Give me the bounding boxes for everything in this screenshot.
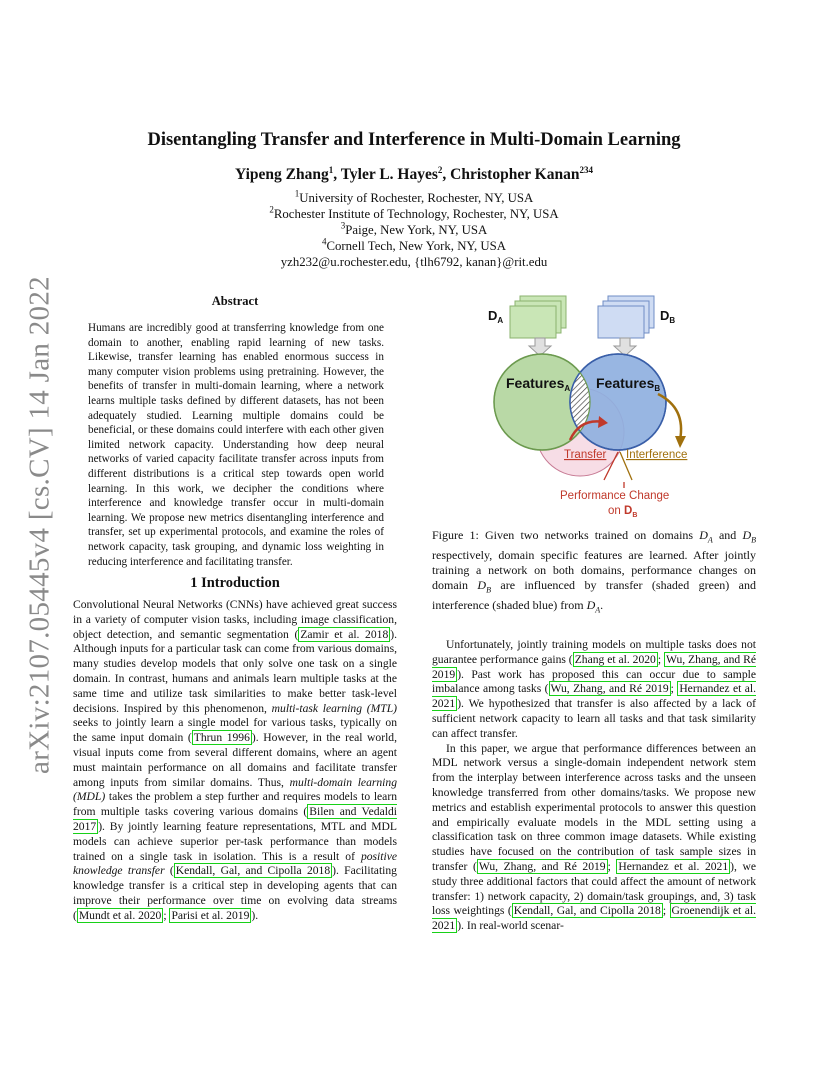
abstract-body (88, 321, 384, 569)
label-features-a: Features$_A$ (506, 375, 571, 393)
label-domain-b: $D_B$ (660, 308, 676, 325)
label-domain-a: $D_A$ (488, 308, 504, 325)
citation-link[interactable]: Parisi et al. 2019 (171, 908, 250, 922)
citation-link[interactable]: Zamir et al. 2018 (300, 627, 389, 641)
label-transfer: Transfer (564, 449, 607, 461)
citation-link[interactable]: Hernandez et al. 2021 (432, 682, 756, 711)
author-name: Tyler L. Hayes (340, 166, 438, 183)
italic-term: multi-task learning (MTL) (271, 701, 397, 715)
author-emails: yzh232@u.rochester.edu, {tlh6792, kanan}@rit.edu (280, 255, 548, 269)
label-interference: Interference (626, 449, 688, 461)
label-performance-change: Performance Change (560, 490, 670, 502)
figure-1 (480, 290, 720, 520)
arxiv-sidebar (20, 276, 60, 774)
abstract-heading: Abstract (211, 294, 259, 308)
affiliation-3: $^3$Paige, New York, NY, USA (340, 220, 488, 237)
domain-a-stack (510, 296, 566, 338)
citation-link[interactable]: Mundt et al. 2020 (78, 908, 162, 922)
author-name: Yipeng Zhang (235, 166, 329, 183)
author-name: Christopher Kanan (450, 166, 580, 183)
citation-link[interactable]: Groenendijk et al. 2021 (432, 904, 756, 933)
author-list: Yipeng Zhang$^1$, Tyler L. Hayes$^2$, Christopher Kanan$^{234}$ (235, 164, 593, 183)
figure-caption-text: Figure 1: Given two networks trained on domains $D_A$ and $D_B$ respectively, domain specific features are learned. After jointly training a network on both domains, performance changes on domain $D_B$ are influenced by transfer (shaded green) and interference (shaded blue) from $D_A$. (432, 528, 757, 614)
label-features-b: Features$_B$ (596, 375, 661, 393)
italic-term: multi-domain learning (MDL) (73, 775, 397, 804)
label-on-db: on $D_B$ (608, 505, 638, 519)
affiliation-1: $^1$University of Rochester, Rochester, NY, USA (294, 188, 534, 205)
citation-link[interactable]: Wu, Zhang, and Ré 2019 (432, 652, 756, 681)
domain-b-stack (598, 296, 654, 338)
section-heading-introduction: 1 Introduction (190, 575, 280, 591)
right-column-body (432, 638, 756, 934)
affiliation-2: $^2$Rochester Institute of Technology, Rochester, NY, USA (269, 204, 559, 221)
citation-link[interactable]: Wu, Zhang, and Ré 2019 (478, 859, 606, 873)
introduction-paragraph: Convolutional Neural Networks (CNNs) have achieved great success in a variety of computer vision tasks, including image classification, object detection, and semantic segmentation ( Zamir et al. 2018 ). Although inputs for a particular task can come from various domains, many studies develop models that only solve one task on a single domain. In contrast, humans and animals learn multiple tasks at the same time and utilize task similarities to make better task-level decisions. Inspired by this phenomenon, multi-task learning (MTL) seeks to jointly learn a single model for various tasks, typically on the same input domain ( Thrun 1996 ). However, in the real world, visual inputs come from several different domains, where an agent must maintain performance on all domains and facilitate transfer among inputs from similar domains. Thus, multi-domain learning (MDL) takes the problem a step further and requires models to learn from multiple tasks covering various domains ( Bilen and Vedaldi 2017 ). By jointly learning feature representations, MTL and MDL models can achieve superior per-task performance than models trained on a single task in isolation. This is a result of positive knowledge transfer ( Kendall, Gal, and Cipolla 2018 ). Facilitating knowledge transfer is a critical step in developing agents that can improve their performance over time on evolving data streams ( Mundt et al. 2020 ; Parisi et al. 2019 ). (73, 598, 398, 922)
citation-link[interactable]: Zhang et al. 2020 (574, 652, 656, 666)
citation-link[interactable]: Wu, Zhang, and Ré 2019 (550, 682, 669, 696)
abstract-text: Humans are incredibly good at transferring knowledge from one domain to another, enabling rapid learning of new tasks. Likewise, transfer learning has enabled enormous success in many computer vision problems using pretraining. However, the benefits of transfer in multi-domain learning, where a network learns multiple tasks defined by different datasets, has not been adequately studied. Learning multiple domains could be beneficial, or these domains could interfere with each other given limited network capacity. Understanding how deep neural networks of varied capacity facilitate transfer across inputs from different distributions is a critical step towards open world learning. In this work, we decipher the conditions where interference and knowledge transfer occur in multi-domain learning. We propose new metrics disentangling interference and transfer, set up experimental protocols, and examine the roles of network capacity, task grouping, and dynamic loss weighting in reducing interference and facilitating transfer. (88, 322, 384, 568)
paragraph-in-this-paper: In this paper, we argue that performance differences between an MDL network versus a single-domain independent network stem from the interplay between interference across tasks and the unseen knowledge transferred from other domains/tasks. We propose new metrics and establish experimental protocols to answer this question and empirically evaluate models in the MDL setting using a classification task on three common image datasets. While existing studies have focused on the contribution of task sample sizes in transfer ( Wu, Zhang, and Ré 2019 ; Hernandez et al. 2021 ), we study three additional factors that could affect the amount of network transfer: 1) network capacity, 2) domain/task groupings, and, 3) task loss weightings ( Kendall, Gal, and Cipolla 2018 ; Groenendijk et al. 2021 ). In real-world scenar- (432, 741, 756, 933)
figure-1-caption (432, 528, 756, 617)
citation-link[interactable]: Bilen and Vedaldi 2017 (73, 805, 397, 833)
paper-title: Disentangling Transfer and Interference in Multi-Domain Learning (147, 130, 681, 150)
affiliation-4: $^4$Cornell Tech, New York, NY, USA (321, 236, 507, 253)
citation-link[interactable]: Kendall, Gal, and Cipolla 2018 (513, 904, 661, 918)
citation-link[interactable]: Kendall, Gal, and Cipolla 2018 (175, 864, 331, 878)
arxiv-id: arXiv:2107.05445v4 [cs.CV] 14 Jan 2022 (23, 276, 56, 774)
venn-diagram (480, 290, 720, 520)
introduction-body (73, 598, 397, 924)
citation-link[interactable]: Hernandez et al. 2021 (618, 859, 729, 873)
italic-term: positive knowledge transfer (73, 849, 397, 878)
paragraph-unfortunately: Unfortunately, jointly training models on multiple tasks does not guarantee performance gains ( Zhang et al. 2020 ; Wu, Zhang, and Ré 2019 ). Past work has proposed this can occur due to sample imbalance among tasks ( Wu, Zhang, and Ré 2019 ; Hernandez et al. 2021 ). We hypothesized that transfer is also affected by a lack of sufficient network capacity to learn all tasks and that task similarity can affect transfer. (432, 638, 756, 740)
citation-link[interactable]: Thrun 1996 (193, 731, 250, 745)
